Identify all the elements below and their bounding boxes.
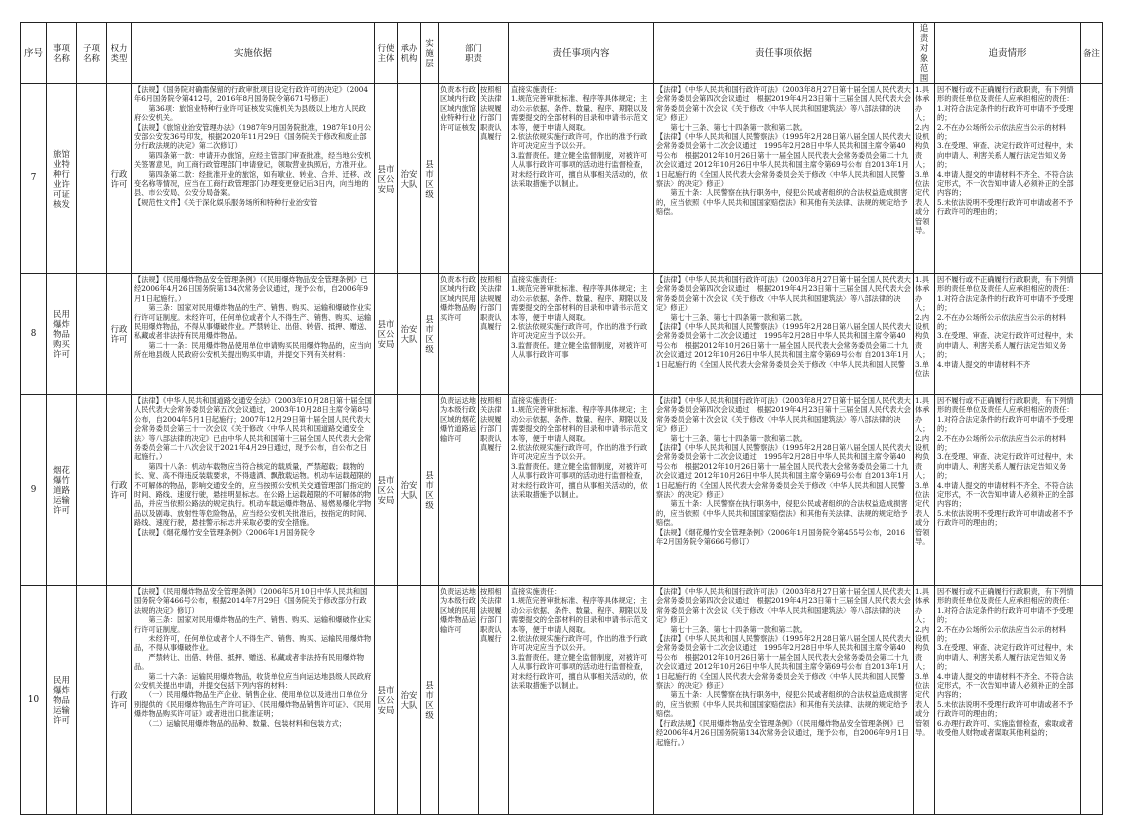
row-item-name-text: 烟花爆竹道路运输许可 (53, 465, 70, 515)
row-resp-basis (654, 274, 914, 395)
row-power-type (107, 274, 132, 395)
row-item-name-text: 民用爆炸物品运输许可 (53, 675, 70, 725)
row-item-name (47, 586, 77, 815)
row-scope-text: 1.具体承办人；2.内设机构负责人；3.单位法定代表人或分管领导。 (915, 396, 930, 547)
row-resp (509, 274, 654, 395)
row-basis (132, 84, 375, 274)
row-situation-text: 因不履行或不正确履行行政职责，有下列情形的责任单位及责任人应承担相应的责任： 1.对符合法定条件的行政许可申请不予受理的； 2.不在办公场所公示依法应当公示的材料的； 3.在受理、审查、决定行政许可过程中，未向申请人、利害关系人履行法定告知义务的； 4.申请人提交的申请材料不齐全、不符合法定形式，不一次告知申请人必须补正的全部内容的； 5.未依法说明不受理行政许可申请或者不予行政许可的理由的； (937, 396, 1074, 528)
header-subitem: 子项名称 (77, 23, 107, 84)
row-subitem-name (77, 274, 107, 395)
row-scope (914, 586, 935, 815)
row-resp-text: 直接实施责任： 1.规范完善审批标准、程序等具体规定；主动公示依据、条件、数量、程序、期限以及需要提交的全部材料的目录和申请书示范文本等，便于申请人阅取。 2.依法依规实施行政许可，作出的准予行政许可决定应当予以公开。 3.监督责任。建立健全监督制度，对被许可人从事行政许可事 (511, 275, 648, 360)
row-seq (21, 84, 47, 274)
row-situation (935, 395, 1081, 586)
row-situation (935, 84, 1081, 274)
row-seq (21, 395, 47, 586)
row-power-type-text: 行政许可 (110, 690, 128, 710)
row-duty (439, 274, 479, 395)
row-subitem-name (77, 586, 107, 815)
row-subitem-name (77, 395, 107, 586)
row-seq-text: 8 (30, 328, 37, 339)
row-subject-text: 县市区公安局 (377, 475, 395, 505)
row-resp-basis (654, 84, 914, 274)
row-basis-text: 【法律】《中华人民共和国道路交通安全法》（2003年10月28日第十届全国人民代表大会常务委员会第五次会议通过，2003年10月28日主席令第8号公布，自2004年5月1日起施行；2007年12月29日第十届全国人民代表大会常务委员会第三十一次会议《关于修改〈中华人民共和国道路交通安全法〉等八部法律的决定》已由中华人民共和国第十三届全国人民代表大会常务委员会第二十八次会议于2021年4月29日通过，现予公布，自公布之日起施行。） 第四十八条：机动车载物应当符合核定的载质量，严禁超载；载物的长、宽、高不得违反装载要求，不得遗洒、飘散载运物。机动车运载超限的不可解体的物品，影响交通安全的，应当按照公安机关交通管理部门指定的时间、路线、速度行驶，悬挂明显标志。在公路上运载超限的不可解体的物品，并应当依照公路法的规定执行。机动车载运爆炸物品、易燃易爆化学物品以及剧毒、放射性等危险物品，应当经公安机关批准后，按指定的时间、路线、速度行驶，悬挂警示标志并采取必要的安全措施。 【法规】《烟花爆竹安全管理条例》（2006年1月国务院令 (134, 396, 372, 537)
row-subject-text: 县市区公安局 (377, 319, 395, 349)
row-power-type-text: 行政许可 (110, 168, 128, 189)
row-duty-text: 负责本行政区域内行政区域内民用爆炸物品购买许可 (440, 275, 476, 322)
row-level (421, 274, 439, 395)
row-resp-basis (654, 395, 914, 586)
header-duty: 部门职责 (439, 23, 509, 84)
table-header-row (21, 23, 1103, 84)
row-scope-text: 1.具体承办人；2.内设机构负责人；3.单位法定代表人或分管领导。 (915, 587, 930, 738)
header-note: 备注 (1081, 23, 1103, 84)
row-duty (439, 586, 479, 815)
row-seq (21, 586, 47, 815)
row-basis (132, 395, 375, 586)
row-power-type (107, 84, 132, 274)
row-basis-text: 【法规】《民用爆炸物品安全管理条例》（《民用爆炸物品安全管理条例》已经2006年4月26日国务院第134次常务会议通过，现予公布，自2006年9月1日起施行。） 第三条：国家对民用爆炸物品的生产、销售、购买、运输和爆破作业实行许可证制度。未经许可，任何单位或者个人不得生产、销售、购买、运输民用爆炸物品，不得从事爆破作业。严禁转让、出借、转借、抵押、赠送、私藏或者非法持有民用爆炸物品。 第二十一条：民用爆炸物品使用单位申请购买民用爆炸物品的，应当向所在地县级人民政府公安机关提出购买申请，并提交下列有关材料： (134, 275, 372, 360)
row-resp-text: 直接实施责任： 1.规范完善审批标准、程序等具体规定；主动公示依据、条件、数量、程序、期限以及需要提交的全部材料的目录和申请书示范文本等，便于申请人阅取。 2.依法依规实施行政许可，作出的准予行政许可决定应当予以公开。 3.监督责任。建立健全监督制度，对被许可人从事行政许可事项的活动进行监督检查，对未经行政许可，擅自从事相关活动的，依法采取措施予以制止。 (511, 587, 648, 691)
row-dept-duty (479, 274, 509, 395)
row-item-name-text: 旅馆业特种行业许可证核发 (53, 148, 70, 209)
row-note (1081, 274, 1103, 395)
header-scope: 追责对象范围 (914, 23, 935, 84)
header-basis: 实施依据 (132, 23, 375, 84)
row-org-text: 治安大队 (400, 690, 418, 710)
row-item-name (47, 84, 77, 274)
row-org-text: 治安大队 (400, 168, 418, 189)
row-org-text: 治安大队 (400, 480, 418, 500)
row-scope-text: 1.具体承办人；2.内设机构负责人；3.单位法 (915, 275, 930, 379)
row-basis-text: 【法规】《民用爆炸物品安全管理条例》（2006年5月10日中华人民共和国国务院令第466号公布，根据2014年7月29日《国务院关于修改部分行政法规的决定》修订） 第三条：国家对民用爆炸物品的生产、销售、购买、运输和爆破作业实行许可证制度。 未经许可，任何单位或者个人不得生产、销售、购买、运输民用爆炸物品，不得从事爆破作业。 严禁转让、出借、转借、抵押、赠送、私藏或者非法持有民用爆炸物品。 第二十六条：运输民用爆炸物品，收货单位应当向运达地县级人民政府公安机关提出申请，并提交包括下列内容的材料： （一）民用爆炸物品生产企业、销售企业、使用单位以及进出口单位分别提供的《民用爆炸物品生产许可证》、《民用爆炸物品销售许可证》、《民用爆炸物品购买许可证》或者进出口批准证明； （二）运输民用爆炸物品的品种、数量、包装材料和包装方式； (134, 587, 372, 728)
row-situation-text: 因不履行或不正确履行行政职责，有下列情形的责任单位及责任人应承担相应的责任： 1.对符合法定条件的行政许可申请不予受理的； 2.不在办公场所公示依法应当公示的材料的； 3.在受理、审查、决定行政许可过程中，未向申请人、利害关系人履行法定告知义务的； 4.申请人提交的申请材料不齐全、不符合法定形式，不一次告知申请人必须补正的全部内容的； 5.未依法说明不受理行政许可申请或者不予行政许可的理由的； 6.办理行政许可、实施监督检查，索取或者收受他人财物或者谋取其他利益的； (937, 587, 1074, 738)
header-org: 承办机构 (398, 23, 421, 84)
header-level: 实施层 (421, 23, 439, 84)
row-scope (914, 274, 935, 395)
row-resp (509, 395, 654, 586)
row-power-type (107, 395, 132, 586)
table-row (21, 395, 1103, 586)
row-power-type-text: 行政许可 (110, 480, 128, 500)
row-note (1081, 84, 1103, 274)
row-resp-text: 直接实施责任： 1.规范完善审批标准、程序等具体规定；主动公示依据、条件、数量、程序、期限以及需要提交的全部材料的目录和申请书示范文本等，便于申请人阅取。 2.依法依规实施行政许可，作出的准予行政许可决定应当予以公开。 3.监督责任。建立健全监督制度，对被许可人从事行政许可事项的活动进行监督检查，对未经行政许可，擅自从事相关活动的，依法采取措施予以制止。 (511, 85, 648, 189)
row-resp-basis-text: 【法律】《中华人民共和国行政许可法》（2003年8月27日第十届全国人民代表大会常务委员会第四次会议通过 根据2019年4月23日第十三届全国人民代表大会常务委员会第十次会议《关于修改〈中华人民共和国建筑法〉等八部法律的决定》修正） 第七十三条、第七十四条第一款和第二款。 【法律】《中华人民共和国人民警察法》（1995年2月28日第八届全国人民代表大会常务委员会第十二次会议通过 1995年2月28日中华人民共和国主席令第40号公布 根据2012年10月26日第十一届全国人民代表大会常务委员会第二十九次会议通过 2012年10月26日中华人民共和国主席令第69号公布 自2013年1月1日起施行的《全国人民代表大会常务委员会关于修改〈中华人民共和国人民警察法〉的决定》修正） 第五十条：人民警察在执行职务中，侵犯公民或者组织的合法权益造成损害的，应当依照《中华人民共和国国家赔偿法》和其他有关法律、法规的规定给予赔偿。 【行政法规】《民用爆炸物品安全管理条例》（《民用爆炸物品安全管理条例》已经2006年4月26日国务院第134次常务会议通过，现予公布，自2006年9月1日起施行。） (656, 587, 911, 747)
row-org (398, 586, 421, 815)
row-dept-duty (479, 84, 509, 274)
row-duty-text: 负责运达地为本级行政区域的烟花爆竹道路运输许可 (440, 396, 476, 443)
row-dept-duty (479, 586, 509, 815)
row-subitem-name (77, 84, 107, 274)
row-dept-duty (479, 395, 509, 586)
row-resp (509, 84, 654, 274)
row-seq-text: 7 (30, 173, 37, 183)
row-level-text: 县市区级 (425, 470, 434, 510)
row-subject (375, 395, 398, 586)
row-seq-text: 10 (27, 694, 40, 705)
row-level-text: 县市区级 (425, 314, 434, 354)
row-item-name (47, 395, 77, 586)
row-org (398, 395, 421, 586)
row-power-type-text: 行政许可 (110, 324, 128, 344)
row-subject (375, 274, 398, 395)
row-duty-text: 负责运达地为本级行政区域的民用爆炸物品运输许可 (440, 587, 476, 634)
row-resp-basis (654, 586, 914, 815)
row-situation (935, 586, 1081, 815)
row-subject (375, 586, 398, 815)
row-level (421, 586, 439, 815)
responsibility-table (20, 22, 1103, 815)
row-resp (509, 586, 654, 815)
row-duty (439, 395, 479, 586)
row-subject (375, 84, 398, 274)
row-situation-text: 因不履行或不正确履行行政职责，有下列情形的责任单位及责任人应承担相应的责任： 1.对符合法定条件的行政许可申请不予受理的； 2.不在办公场所公示依法应当公示的材料的； 3.在受理、审查、决定行政许可过程中，未向申请人、利害关系人履行法定告知义务的； 4.申请人提交的申请材料不齐全、不符合法定形式，不一次告知申请人必须补正的全部内容的； 5.未依法说明不受理行政许可申请或者不予行政许可的理由的； (937, 85, 1074, 217)
row-org (398, 274, 421, 395)
row-dept-duty-text: 按照相关法律法规履行部门职责认真履行 (480, 275, 502, 332)
row-seq (21, 274, 47, 395)
row-dept-duty-text: 按照相关法律法规履行部门职责认真履行 (480, 85, 502, 142)
row-duty (439, 84, 479, 274)
row-dept-duty-text: 按照相关法律法规履行部门职责认真履行 (480, 396, 502, 453)
row-power-type (107, 586, 132, 815)
row-note (1081, 586, 1103, 815)
table-row (21, 274, 1103, 395)
row-situation-text: 因不履行或不正确履行行政职责，有下列情形的责任单位及责任人应承担相应的责任： 1.对符合法定条件的行政许可申请不予受理的； 2.不在办公场所公示依法应当公示的材料的； 3.在受理、审查、决定行政许可过程中，未向申请人、利害关系人履行法定告知义务的； 4.申请人提交的申请材料不齐 (937, 275, 1074, 369)
row-org (398, 84, 421, 274)
header-resp: 责任事项内容 (509, 23, 654, 84)
row-dept-duty-text: 按照相关法律法规履行部门职责认真履行 (480, 587, 502, 644)
row-subject-text: 县市区公安局 (377, 685, 395, 715)
row-level-text: 县市区级 (425, 680, 434, 720)
row-item-name-text: 民用爆炸物品购买许可 (53, 309, 70, 359)
header-resp-basis: 责任事项依据 (654, 23, 914, 84)
header-seq: 序号 (21, 23, 47, 84)
header-situation: 追责情形 (935, 23, 1081, 84)
header-power-type: 权力类型 (107, 23, 132, 84)
row-note (1081, 395, 1103, 586)
row-resp-basis-text: 【法律】《中华人民共和国行政许可法》（2003年8月27日第十届全国人民代表大会常务委员会第四次会议通过 根据2019年4月23日第十三届全国人民代表大会常务委员会第十次会议《关于修改〈中华人民共和国建筑法〉等八部法律的决定》修正） 第七十三条、第七十四条第一款和第二款。 【法律】《中华人民共和国人民警察法》（1995年2月28日第八届全国人民代表大会常务委员会第十二次会议通过 1995年2月28日中华人民共和国主席令第40号公布 根据2012年10月26日第十一届全国人民代表大会常务委员会第二十九次会议通过 2012年10月26日中华人民共和国主席令第69号公布 自2013年1月1日起施行的《全国人民代表大会常务委员会关于修改〈中华人民共和国人民警察法〉的决定》修正） 第五十条：人民警察在执行职务中，侵犯公民或者组织的合法权益造成损害的，应当依照《中华人民共和国国家赔偿法》和其他有关法律、法规的规定给予赔偿。 (656, 85, 911, 217)
row-level-text: 县市区级 (425, 158, 434, 199)
row-duty-text: 负责本行政区域内行政区域内旅馆业特种行业许可证核发 (440, 85, 476, 132)
table-row (21, 84, 1103, 274)
row-basis (132, 586, 375, 815)
row-item-name (47, 274, 77, 395)
row-resp-basis-text: 【法律】《中华人民共和国行政许可法》（2003年8月27日第十届全国人民代表大会常务委员会第四次会议通过 根据2019年4月23日第十三届全国人民代表大会常务委员会第十次会议《关于修改〈中华人民共和国建筑法〉等八部法律的决定》修正） 第七十三条、第七十四条第一款和第二款。 【法律】《中华人民共和国人民警察法》（1995年2月28日第八届全国人民代表大会常务委员会第十二次会议通过 1995年2月28日中华人民共和国主席令第40号公布 根据2012年10月26日第十一届全国人民代表大会常务委员会第二十九次会议通过 2012年10月26日中华人民共和国主席令第69号公布 自2013年1月1日起施行的《全国人民代表大会常务委员会关于修改〈中华人民共和国人民警察法〉的决定》修正） 第五十条：人民警察在执行职务中，侵犯公民或者组织的合法权益造成损害的，应当依照《中华人民共和国国家赔偿法》和其他有关法律、法规的规定给予赔偿。 【法规】《烟花爆竹安全管理条例》（2006年1月国务院令第455号公布，2016年2月国务院令第666号修订） (656, 396, 911, 547)
row-level (421, 84, 439, 274)
row-org-text: 治安大队 (400, 324, 418, 344)
row-resp-basis-text: 【法律】《中华人民共和国行政许可法》（2003年8月27日第十届全国人民代表大会常务委员会第四次会议通过 根据2019年4月23日第十三届全国人民代表大会常务委员会第十次会议《关于修改〈中华人民共和国建筑法〉等八部法律的决定》修正） 第七十三条、第七十四条第一款和第二款。 【法律】《中华人民共和国人民警察法》（1995年2月28日第八届全国人民代表大会常务委员会第十二次会议通过 1995年2月28日中华人民共和国主席令第40号公布 根据2012年10月26日第十一届全国人民代表大会常务委员会第二十九次会议通过 2012年10月26日中华人民共和国主席令第69号公布 自2013年1月1日起施行的《全国人民代表大会常务委员会关于修改〈中华人民共和国人民警 (656, 275, 911, 369)
row-basis-text: 【法规】《国务院对确需保留的行政审批项目设定行政许可的决定》（2004年6月国务院令第412号，2016年8月国务院令第671号修正） 第36项：旅馆业特种行业许可证核发实施机关为县级以上地方人民政府公安机关。 【法规】《旅馆业治安管理办法》（1987年9月国务院批准，1987年10月公安部公安发36号印发，根据2020年11月29日《国务院关于修改和废止部分行政法规的决定》第二次修订） 第四条第一款：申请开办旅馆，应经主管部门审查批准，经当地公安机关签署意见，向工商行政管理部门申请登记，领取营业执照后，方准开业。 第四条第二款：经批准开业的旅馆，如有歇业、转业、合并、迁移、改变名称等情况，应当在工商行政管理部门办理变更登记后3日内，向当地的县、市公安局、公安分局备案。 【规范性文件】《关于深化娱乐服务场所和特种行业治安管 (134, 85, 372, 207)
table-row (21, 586, 1103, 815)
row-scope (914, 395, 935, 586)
row-situation (935, 274, 1081, 395)
row-seq-text: 9 (30, 484, 37, 495)
header-subject: 行使主体 (375, 23, 398, 84)
row-scope-text: 1.具体承办人；2.内设机构负责人；3.单位法定代表人或分管领导。 (915, 85, 930, 236)
row-level (421, 395, 439, 586)
row-basis (132, 274, 375, 395)
row-resp-text: 直接实施责任： 1.规范完善审批标准、程序等具体规定；主动公示依据、条件、数量、程序、期限以及需要提交的全部材料的目录和申请书示范文本等，便于申请人阅取。 2.依法依规实施行政许可，作出的准予行政许可决定应当予以公开。 3.监督责任。建立健全监督制度，对被许可人从事行政许可事项的活动进行监督检查，对未经行政许可，擅自从事相关活动的，依法采取措施予以制止。 (511, 396, 648, 500)
row-subject-text: 县市区公安局 (377, 163, 395, 194)
header-item: 事项名称 (47, 23, 77, 84)
row-scope (914, 84, 935, 274)
